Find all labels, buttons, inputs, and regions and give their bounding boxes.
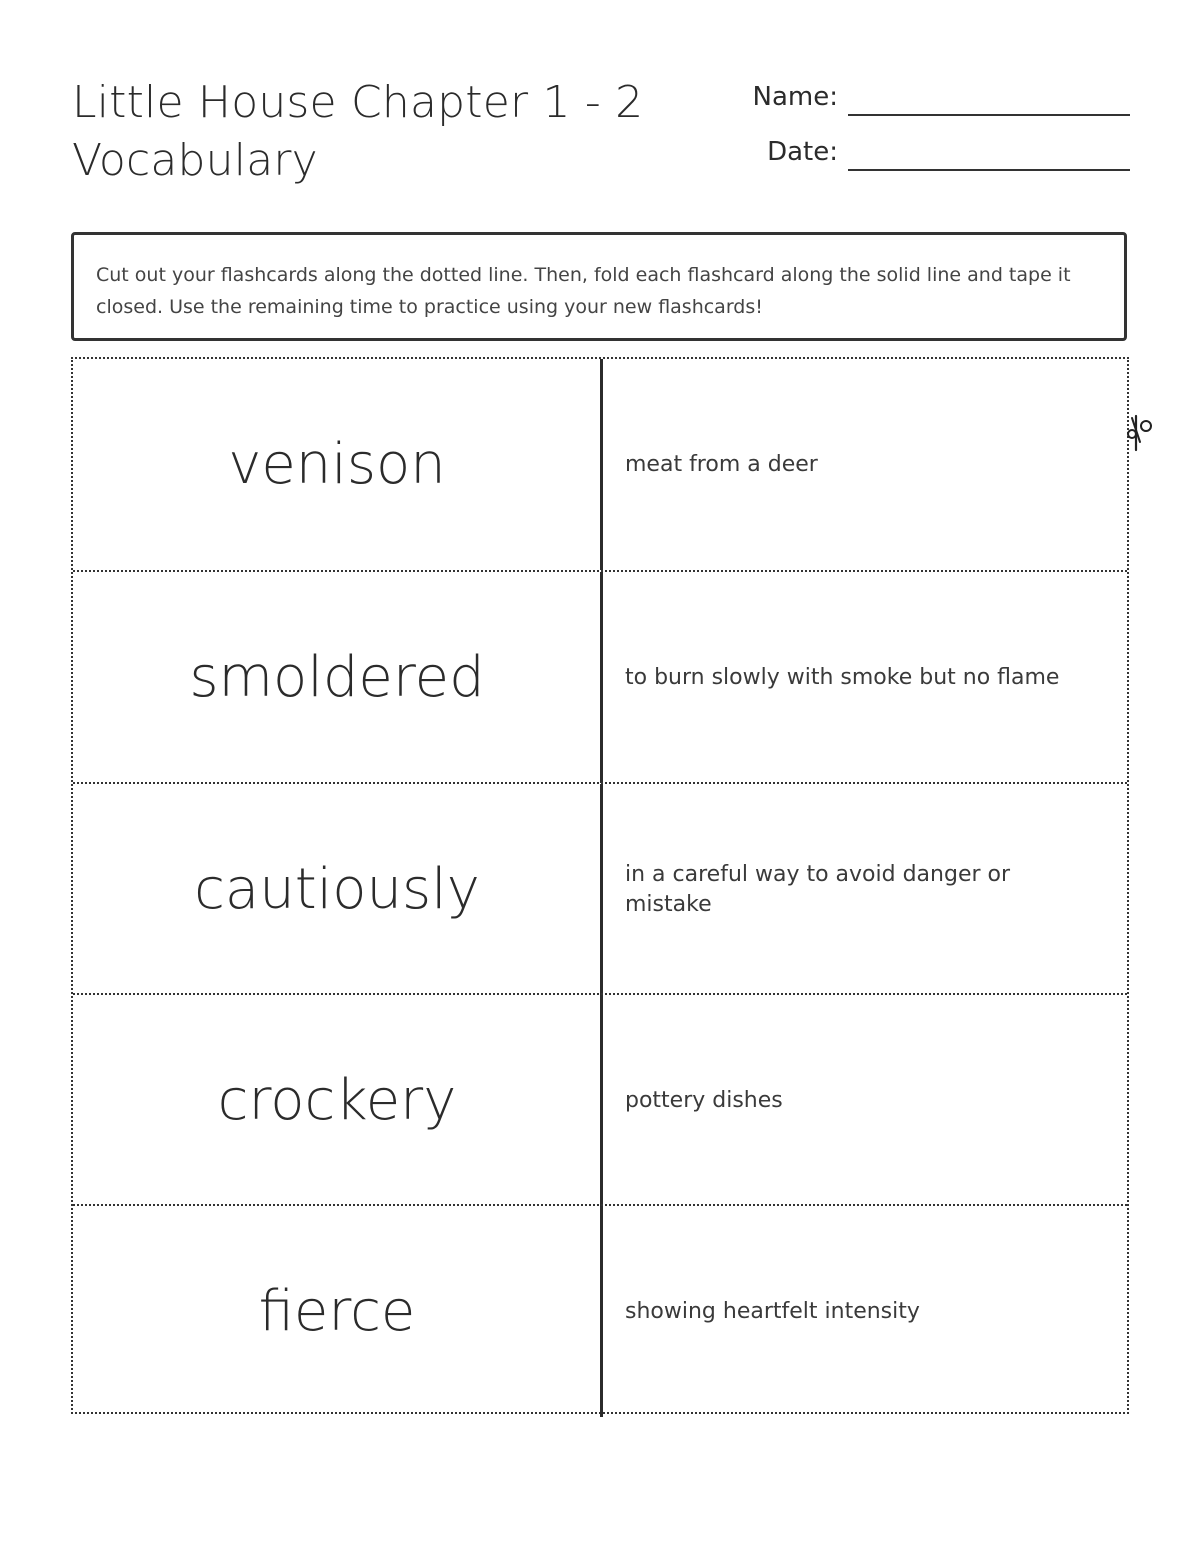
- flashcard-definition: pottery dishes: [625, 1087, 783, 1113]
- flashcard-term: venison: [228, 432, 446, 497]
- date-label: Date:: [767, 137, 838, 167]
- date-field: [700, 131, 1130, 171]
- scissors-icon: [1124, 412, 1158, 452]
- flashcard-definition: to burn slowly with smoke but no flame: [625, 664, 1060, 690]
- flashcard-definition: in a careful way to avoid danger or mistake: [625, 861, 1011, 917]
- fold-line: [600, 1206, 603, 1417]
- date-blank-line: [848, 169, 1130, 171]
- name-blank-line: [848, 114, 1130, 116]
- worksheet-title-line-2: Vocabulary: [72, 135, 318, 186]
- flashcard: [73, 570, 1127, 783]
- flashcard-term: cautiously: [194, 857, 480, 922]
- fold-line: [600, 359, 603, 570]
- worksheet-title: [72, 74, 712, 190]
- name-label: Name:: [752, 82, 838, 112]
- flashcard: [73, 359, 1127, 570]
- flashcard: [73, 1204, 1127, 1417]
- worksheet-title-line-1: Little House Chapter 1 - 2: [72, 77, 644, 128]
- flashcard-definition: meat from a deer: [625, 451, 818, 477]
- fold-line: [600, 995, 603, 1206]
- flashcard-term: crockery: [217, 1068, 457, 1133]
- fold-line: [600, 784, 603, 995]
- flashcard: [73, 993, 1127, 1206]
- flashcard-definition: showing heartfelt intensity: [625, 1298, 920, 1324]
- flashcard: [73, 782, 1127, 995]
- flashcard-term: fierce: [258, 1279, 416, 1344]
- name-field: [700, 76, 1130, 116]
- instructions-box: [71, 232, 1127, 341]
- flashcard-term: smoldered: [189, 645, 485, 710]
- fold-line: [600, 572, 603, 783]
- flashcard-sheet: [71, 357, 1129, 1414]
- instructions-text: Cut out your flashcards along the dotted line. Then, fold each flashcard along the solid line and tape it closed. Use the remaining time to practice using your new flashcards!: [96, 264, 1071, 318]
